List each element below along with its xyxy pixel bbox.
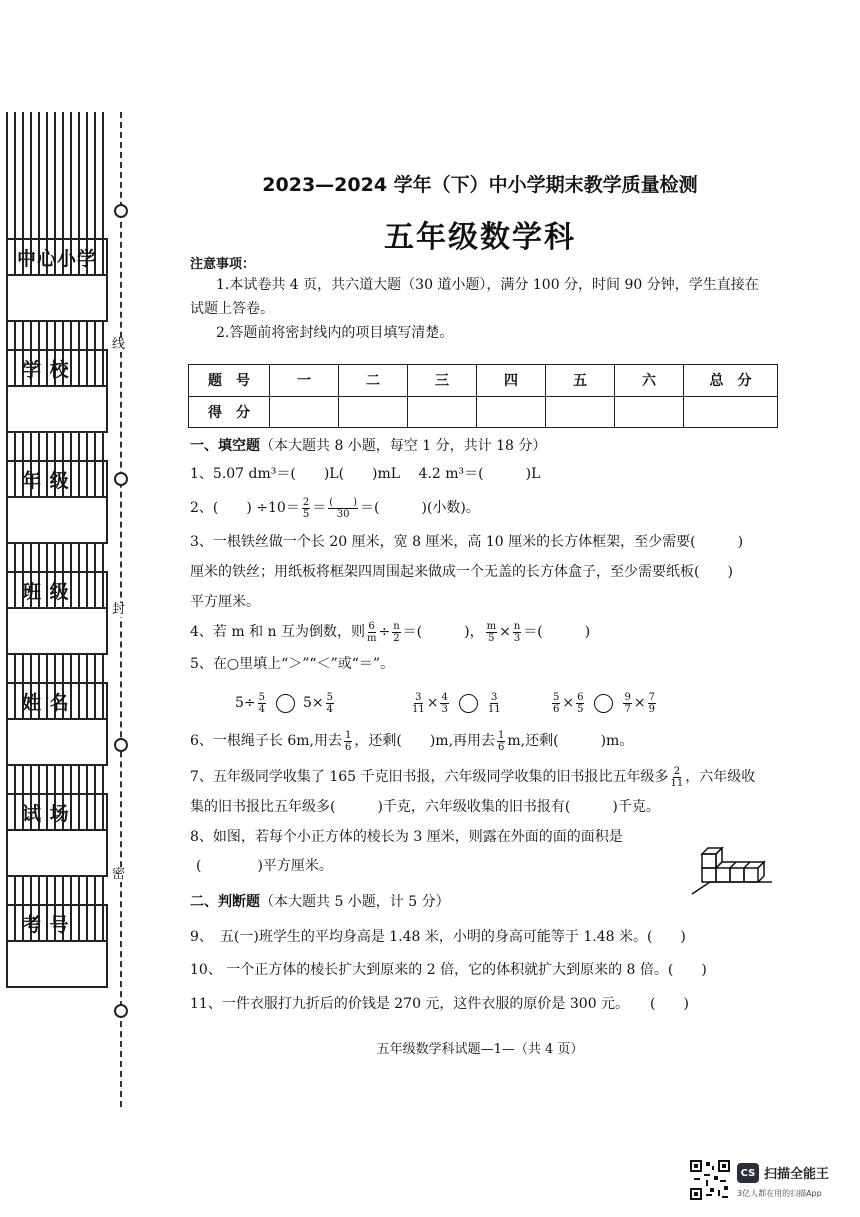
axis-line xyxy=(692,882,710,894)
field-input[interactable] xyxy=(8,720,106,764)
question-3-line-1: 3、一根铁丝做一个长 20 厘米，宽 8 厘米，高 10 厘米的长方体框架，至少需要( ) xyxy=(190,534,744,550)
question-10: 10、 一个正方体的棱长扩大到原来的 2 倍，它的体积就扩大到原来的 8 倍。( ) xyxy=(190,962,707,978)
question-5: 5、在○里填上“＞”“＜”或“＝”。 xyxy=(190,656,395,672)
section-2-heading: 二、判断题（本大题共 5 小题，计 5 分） xyxy=(190,894,450,910)
seal-dot xyxy=(114,204,128,218)
question-7-line-1: 7、五年级同学收集了 165 千克旧书报，六年级同学收集的旧书报比五年级多 $\frac{2}{11}$ ，六年级收 xyxy=(190,765,756,789)
question-7-line-2: 集的旧书报比五年级多( )千克，六年级收集的旧书报有( )千克。 xyxy=(190,799,660,815)
notice-heading: 注意事项： xyxy=(190,257,256,272)
field-input[interactable] xyxy=(8,387,106,431)
question-5-compare-1: 5÷ $\frac{5}{4}$ 5× $\frac{5}{4}$ xyxy=(235,691,334,715)
question-6: 6、一根绳子长 6m,用去 $\frac{1}{6}$ ，还剩( )m,再用去 $\frac{1}{6}$ m,还剩( )m。 xyxy=(190,729,634,753)
notice-line-2: 2.答题前将密封线内的项目填写清楚。 xyxy=(216,325,454,341)
notice-line-1b: 试题上答卷。 xyxy=(190,301,274,317)
cube xyxy=(730,868,744,882)
qr-code-icon xyxy=(690,1160,730,1200)
field-input[interactable] xyxy=(8,276,106,320)
score-cell[interactable] xyxy=(270,396,339,428)
field-label: 考 号 xyxy=(8,906,106,942)
question-4: 4、若 m 和 n 互为倒数，则 $\frac{6}{m}$ ÷ $\frac{n}{2}$ ＝( )， $\frac{m}{5}$ × $\frac{n}{3}$ ＝( ) xyxy=(190,620,591,644)
field-grade xyxy=(6,460,108,544)
question-1: 1、5.07 dm³＝( )L( )mL 4.2 m³＝( )L xyxy=(190,466,541,482)
score-table-header-row xyxy=(189,365,778,397)
field-label: 姓 名 xyxy=(8,684,106,720)
table-row-label: 得 分 xyxy=(189,396,270,428)
table-header-cell: 题 号 xyxy=(189,365,270,397)
question-3-line-3: 平方厘米。 xyxy=(190,594,260,610)
field-input[interactable] xyxy=(8,831,106,875)
question-5-compare-3: $\frac{5}{6}$ × $\frac{6}{5}$ $\frac{9}{7}$ × $\frac{7}{9}$ xyxy=(553,691,655,715)
table-header-cell: 四 xyxy=(477,365,546,397)
field-exam-room xyxy=(6,793,108,877)
question-8-line-2: ( )平方厘米。 xyxy=(196,858,333,874)
field-input[interactable] xyxy=(8,942,106,986)
table-header-cell: 总 分 xyxy=(684,365,778,397)
field-class xyxy=(6,571,108,655)
question-5-compare-2: $\frac{3}{11}$ × $\frac{4}{3}$ $\frac{3}{11}$ xyxy=(412,691,501,715)
seal-dot xyxy=(114,738,128,752)
field-name xyxy=(6,682,108,766)
field-exam-number xyxy=(6,904,108,988)
field-center-school xyxy=(6,238,108,322)
section-1-heading: 一、填空题（本大题共 8 小题，每空 1 分，共计 18 分） xyxy=(190,438,547,454)
field-input[interactable] xyxy=(8,609,106,653)
score-cell[interactable] xyxy=(477,396,546,428)
seal-char-line: 线 xyxy=(112,337,126,352)
cubes-figure xyxy=(688,838,778,898)
exam-title: 2023—2024 学年（下）中小学期末教学质量检测 xyxy=(262,174,698,196)
seal-char-secret: 密 xyxy=(112,867,126,882)
question-3-line-2: 厘米的铁丝；用纸板将框架四周围起来做成一个无盖的长方体盒子，至少需要纸板( ) xyxy=(190,564,733,580)
compare-circle-2[interactable] xyxy=(459,694,478,713)
field-label: 班 级 xyxy=(8,573,106,609)
seal-dot xyxy=(114,1004,128,1018)
table-header-cell: 三 xyxy=(408,365,477,397)
score-table-score-row xyxy=(189,396,778,428)
question-9: 9、 五(一)班学生的平均身高是 1.48 米，小明的身高可能等于 1.48 米。( ) xyxy=(190,929,686,945)
cube-top xyxy=(716,862,764,868)
cube xyxy=(702,868,716,882)
score-cell[interactable] xyxy=(339,396,408,428)
notice-line-1: 1.本试卷共 4 页，共六道大题（30 道小题），满分 100 分，时间 90 分钟，学生直接在 xyxy=(216,277,759,293)
score-cell[interactable] xyxy=(615,396,684,428)
subject-title: 五年级数学科 xyxy=(384,220,576,255)
score-table xyxy=(188,364,778,428)
camscanner-logo: CS xyxy=(737,1163,759,1183)
field-school xyxy=(6,349,108,433)
cube xyxy=(716,868,730,882)
cube xyxy=(744,868,758,882)
cube-side xyxy=(758,862,764,882)
seal-char-seal: 封 xyxy=(112,602,126,617)
field-label: 试 场 xyxy=(8,795,106,831)
field-label: 中心小学 xyxy=(8,240,106,276)
table-header-cell: 六 xyxy=(615,365,684,397)
field-label: 年 级 xyxy=(8,462,106,498)
table-header-cell: 五 xyxy=(546,365,615,397)
score-cell[interactable] xyxy=(408,396,477,428)
score-cell[interactable] xyxy=(546,396,615,428)
question-8-line-1: 8、如图，若每个小正方体的棱长为 3 厘米，则露在外面的面的面积是 xyxy=(190,829,623,845)
question-11: 11、一件衣服打九折后的价钱是 270 元，这件衣服的原价是 300 元。 ( ) xyxy=(190,996,689,1012)
seal-dot xyxy=(114,472,128,486)
table-header-cell: 一 xyxy=(270,365,339,397)
score-cell[interactable] xyxy=(684,396,778,428)
camscanner-tagline: 3亿人都在用的扫描App xyxy=(737,1189,822,1198)
compare-circle-3[interactable] xyxy=(594,694,613,713)
table-header-cell: 二 xyxy=(339,365,408,397)
question-2: 2、( ) ÷10＝ $\frac{2}{5}$ ＝ $\frac{( )}{30}$ ＝( )(小数)。 xyxy=(190,496,480,520)
compare-circle-1[interactable] xyxy=(276,694,295,713)
field-label: 学 校 xyxy=(8,351,106,387)
page-footer: 五年级数学科试题—1—（共 4 页） xyxy=(376,1042,584,1057)
camscanner-name: 扫描全能王 xyxy=(764,1167,830,1182)
cube xyxy=(702,854,716,868)
field-input[interactable] xyxy=(8,498,106,542)
